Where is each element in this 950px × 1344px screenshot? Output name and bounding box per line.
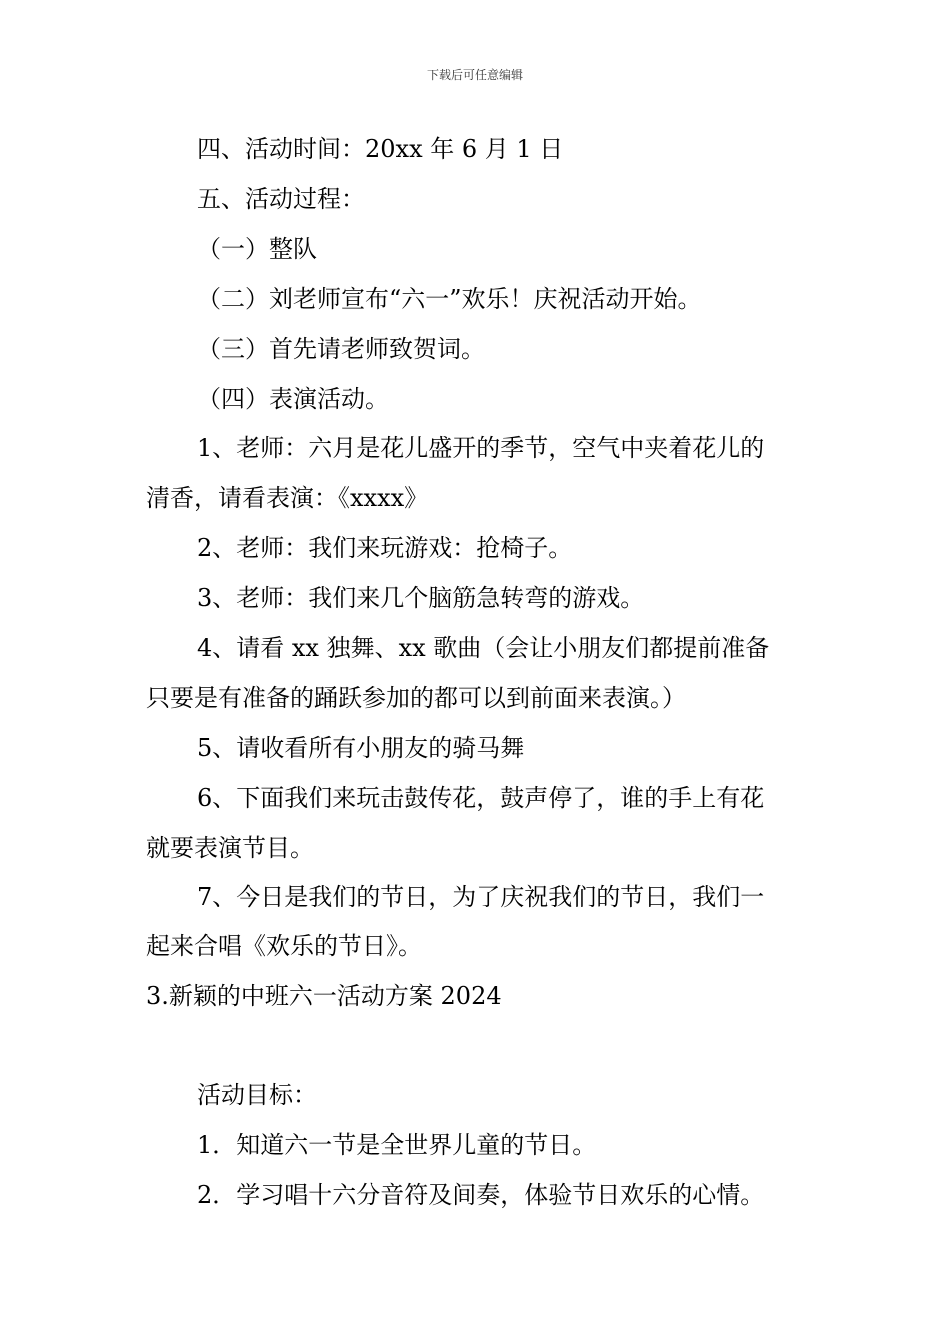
item-4-line-a: 4、请看 xx 独舞、xx 歌曲（会让小朋友们都提前准备 [197, 634, 770, 662]
section-3-title: 3.新颖的中班六一活动方案 2024 [146, 982, 502, 1010]
activity-goals-heading: 活动目标： [197, 1081, 317, 1109]
activity-time-line: 四、活动时间：20xx 年 6 月 1 日 [197, 135, 564, 163]
step-3-line: （三）首先请老师致贺词。 [197, 335, 485, 363]
header-note: 下载后可任意编辑 [426, 68, 523, 82]
item-3-line: 3、老师：我们来几个脑筋急转弯的游戏。 [197, 584, 645, 612]
step-4-line: （四）表演活动。 [197, 385, 389, 413]
item-1-line-b: 清香，请看表演：《xxxx》 [146, 484, 429, 512]
item-7-line-b: 起来合唱《欢乐的节日》。 [146, 932, 422, 960]
goal-1-line: 1．知道六一节是全世界儿童的节日。 [197, 1131, 597, 1159]
item-7-line-a: 7、今日是我们的节日，为了庆祝我们的节日，我们一 [197, 883, 765, 911]
activity-process-heading: 五、活动过程： [197, 185, 365, 213]
item-6-line-a: 6、下面我们来玩击鼓传花，鼓声停了，谁的手上有花 [197, 784, 765, 812]
item-4-line-b: 只要是有准备的踊跃参加的都可以到前面来表演。） [146, 684, 686, 712]
item-2-line: 2、老师：我们来玩游戏：抢椅子。 [197, 534, 573, 562]
item-1-line-a: 1、老师：六月是花儿盛开的季节，空气中夹着花儿的 [197, 434, 765, 462]
goal-2-line: 2．学习唱十六分音符及间奏，体验节日欢乐的心情。 [197, 1181, 765, 1209]
step-1-line: （一）整队 [197, 235, 317, 263]
item-6-line-b: 就要表演节目。 [146, 834, 314, 862]
step-2-line: （二）刘老师宣布“六一”欢乐！庆祝活动开始。 [197, 285, 702, 313]
item-5-line: 5、请收看所有小朋友的骑马舞 [197, 734, 525, 762]
